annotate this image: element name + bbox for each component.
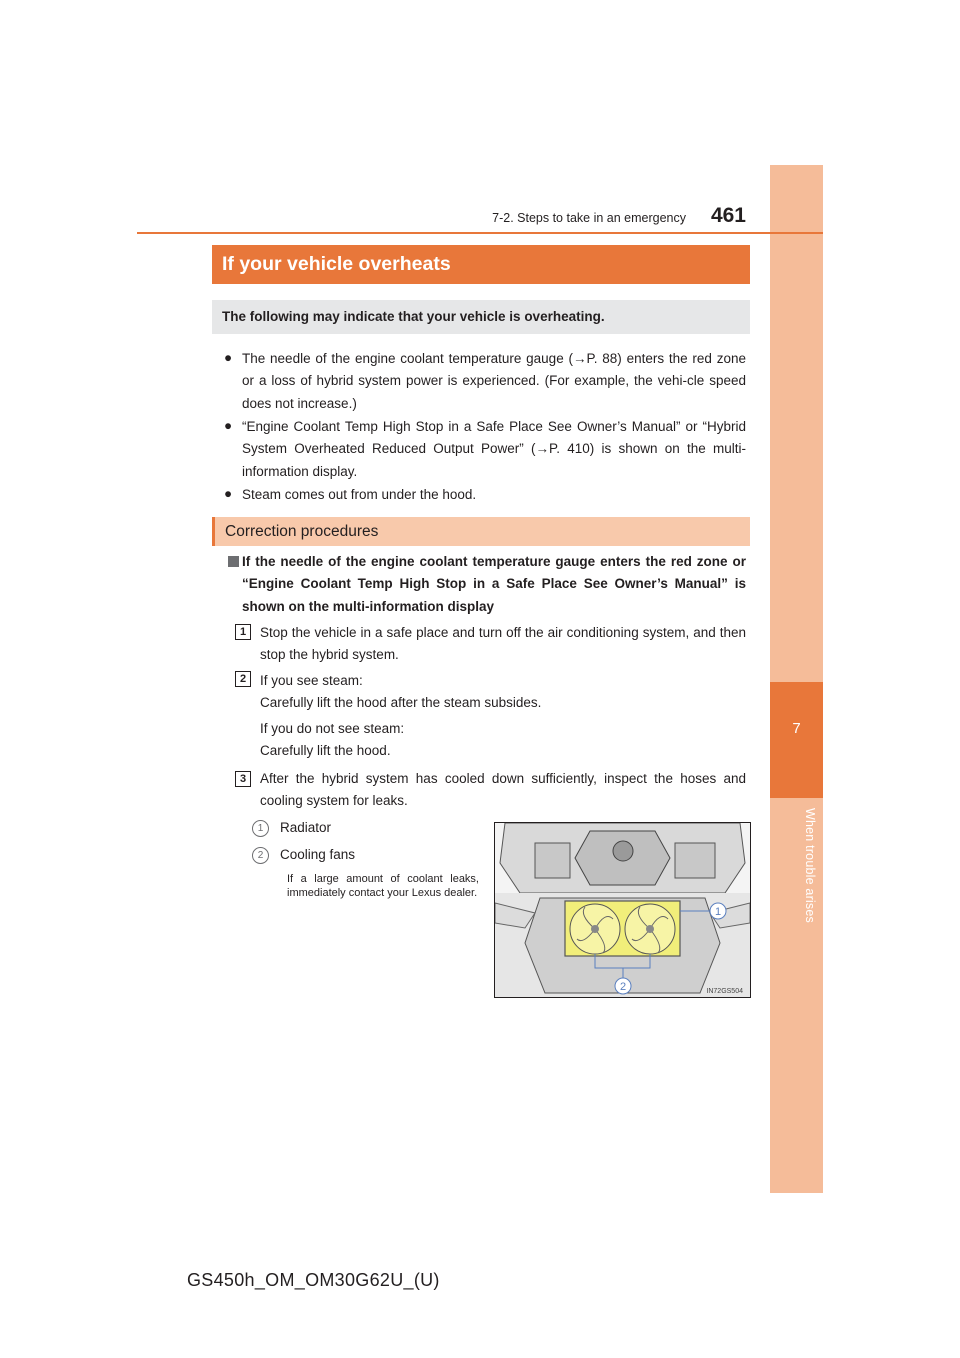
part-label-radiator: Radiator xyxy=(280,820,332,835)
bullet-text-1: The needle of the engine coolant temperature gauge (→P. 88) enters the red zone or a loss of hybrid system power is experienced. (For example, the vehi-cle speed does not increase.) xyxy=(242,351,746,411)
correction-heading: Correction procedures xyxy=(212,517,750,546)
figure-code: IN72GS504 xyxy=(706,988,743,995)
bullet-icon: ● xyxy=(224,486,233,501)
bullet-icon: ● xyxy=(224,418,233,433)
figure-callout-2: 2 xyxy=(619,981,627,993)
part-label-cooling-fans: Cooling fans xyxy=(280,847,356,862)
part-callout-2: 2 xyxy=(252,847,269,864)
step-text-2a1: If you see steam: xyxy=(260,673,363,688)
chapter-side-tab xyxy=(770,165,823,1193)
figure-callout-1: 1 xyxy=(714,906,722,918)
step-text-2a2: Carefully lift the hood after the steam subsides. xyxy=(260,695,542,710)
square-bullet-icon xyxy=(228,556,239,567)
section-header: 7-2. Steps to take in an emergency xyxy=(492,211,686,225)
intro-box: The following may indicate that your vehicle is overheating. xyxy=(212,300,750,334)
chapter-highlight xyxy=(770,682,823,798)
bullet-text-3: Steam comes out from under the hood. xyxy=(242,487,477,502)
step-number-3: 3 xyxy=(235,771,251,787)
chapter-number: 7 xyxy=(792,720,801,737)
step-text-2b1: If you do not see steam: xyxy=(260,721,405,736)
engine-bay-drawing xyxy=(495,823,750,997)
page-title: If your vehicle overheats xyxy=(212,245,750,284)
bullet-text-2: “Engine Coolant Temp High Stop in a Safe Place See Owner’s Manual” or “Hybrid System Overheated Reduced Output Power” (→P. 410) is shown on the multi-information display. xyxy=(242,419,746,479)
engine-bay-illustration xyxy=(494,822,751,998)
step-text-3: After the hybrid system has cooled down sufficiently, inspect the hoses and cooling system for leaks. xyxy=(260,771,746,809)
condition-text: If the needle of the engine coolant temperature gauge enters the red zone or “Engine Coolant Temp High Stop in a Safe Place See Owner’s Manual” is shown on the multi-information display xyxy=(242,554,746,614)
step-number-2: 2 xyxy=(235,671,251,687)
header-rule xyxy=(137,232,823,234)
step-number-1: 1 xyxy=(235,624,251,640)
page-number: 461 xyxy=(710,204,746,227)
chapter-title: When trouble arises xyxy=(803,808,817,923)
step-text-1: Stop the vehicle in a safe place and turn off the air conditioning system, and then stop the hybrid system. xyxy=(260,625,746,663)
bullet-icon: ● xyxy=(224,350,233,365)
part-callout-1: 1 xyxy=(252,820,269,837)
step-text-2b2: Carefully lift the hood. xyxy=(260,743,391,758)
coolant-leak-note: If a large amount of coolant leaks, immediately contact your Lexus dealer. xyxy=(287,873,479,899)
document-code-footer: GS450h_OM_OM30G62U_(U) xyxy=(187,1270,440,1290)
